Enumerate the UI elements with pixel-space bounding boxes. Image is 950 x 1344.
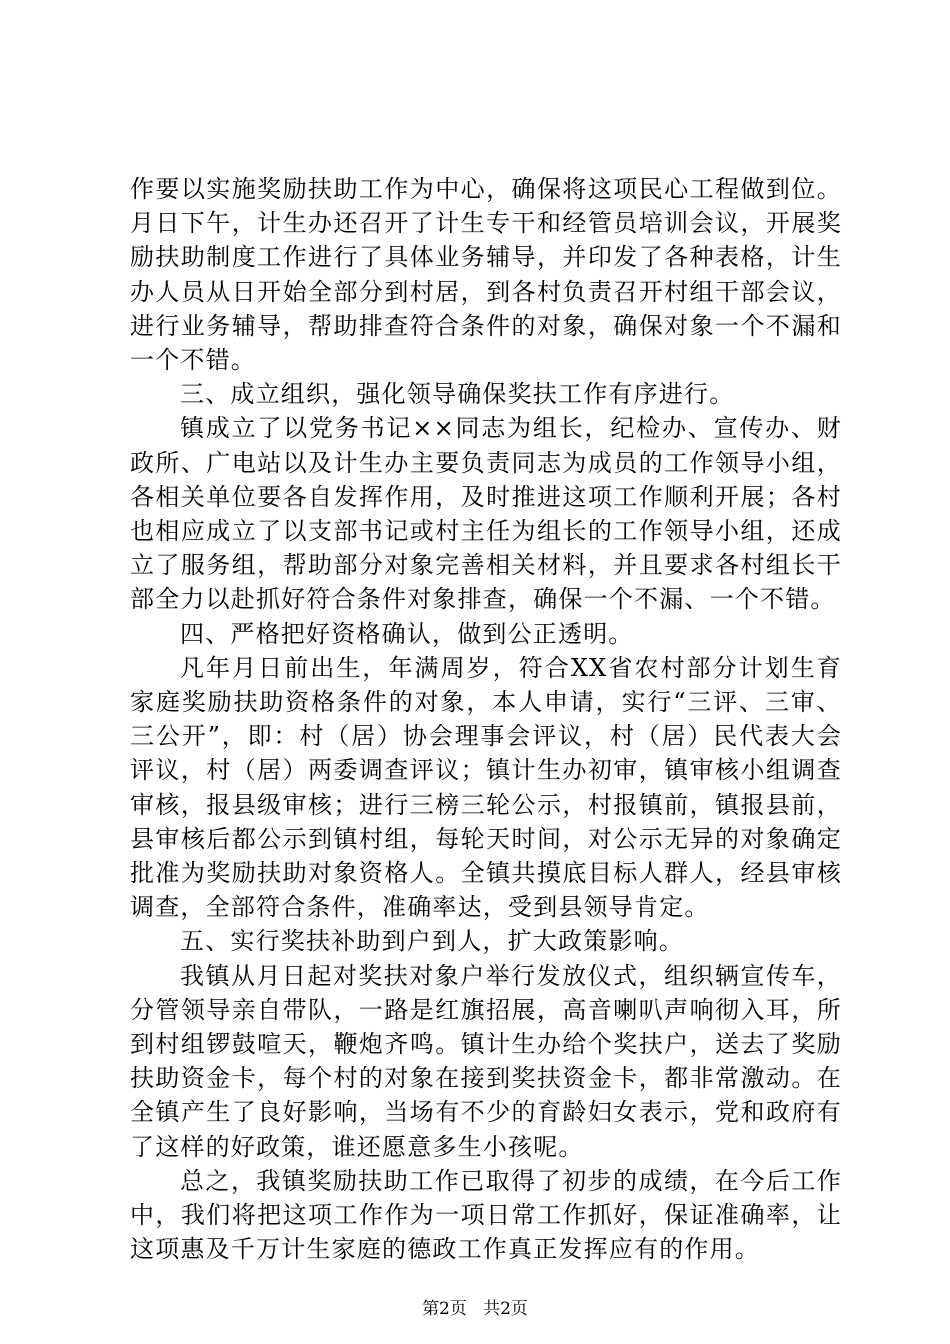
page-total: 共2页 [483,1299,528,1319]
heading-section-3: 三、成立组织，强化领导确保奖扶工作有序进行。 [180,380,735,409]
document-body [130,172,842,1267]
paragraph-section-5: 我镇从月日起对奖扶对象户举行发放仪式，组织辆宣传车，分管领导亲自带队，一路是红旗招展，高音喇叭声响彻入耳，所到村组锣鼓喧天，鞭炮齐鸣。镇计生办给个奖扶户，送去了奖励扶助资金卡，每个村的对象在接到奖扶资金卡，都非常激动。在全镇产生了良好影响，当场有不少的育龄妇女表示，党和政府有了这样的好政策，谁还愿意多生小孩呢。 [130,961,842,1161]
footer-spacer [472,1299,477,1319]
page-footer [0,1298,950,1320]
paragraph-section-3: 镇成立了以党务书记××同志为组长，纪检办、宣传办、财政所、广电站以及计生办主要负责同志为成员的工作领导小组，各相关单位要各自发挥作用，及时推进这项工作顺利开展；各村也相应成立了以支部书记或村主任为组长的工作领导小组，还成立了服务组，帮助部分对象完善相关材料，并且要求各村组长干部全力以赴抓好符合条件对象排查，确保一个不漏、一个不错。 [130,414,842,614]
paragraph-intro-continued: 作要以实施奖励扶助工作为中心，确保将这项民心工程做到位。月日下午，计生办还召开了计生专干和经管员培训会议，开展奖励扶助制度工作进行了具体业务辅导，并印发了各种表格，计生办人员从日开始全部分到村居，到各村负责召开村组干部会议，进行业务辅导，帮助排查符合条件的对象，确保对象一个不漏和一个不错。 [130,175,842,375]
heading-section-4: 四、严格把好资格确认，做到公正透明。 [180,619,634,648]
page-number: 第2页 [422,1299,467,1319]
paragraph-section-4: 凡年月日前出生，年满周岁，符合XX省农村部分计划生育家庭奖励扶助资格条件的对象，本人申请，实行“三评、三审、三公开”，即：村（居）协会理事会评议，村（居）民代表大会评议，村（居）两委调查评议；镇计生办初审，镇审核小组调查审核，报县级审核；进行三榜三轮公示，村报镇前，镇报县前，县审核后都公示到镇村组，每轮天时间，对公示无异的对象确定批准为奖励扶助对象资格人。全镇共摸底目标人群人，经县审核调查，全部符合条件，准确率达，受到县领导肯定。 [130,653,842,922]
heading-section-5: 五、实行奖扶补助到户到人，扩大政策影响。 [180,927,684,956]
paragraph-conclusion: 总之，我镇奖励扶助工作已取得了初步的成绩，在今后工作中，我们将把这项工作作为一项日常工作抓好，保证准确率，让这项惠及千万计生家庭的德政工作真正发挥应有的作用。 [130,1166,842,1264]
